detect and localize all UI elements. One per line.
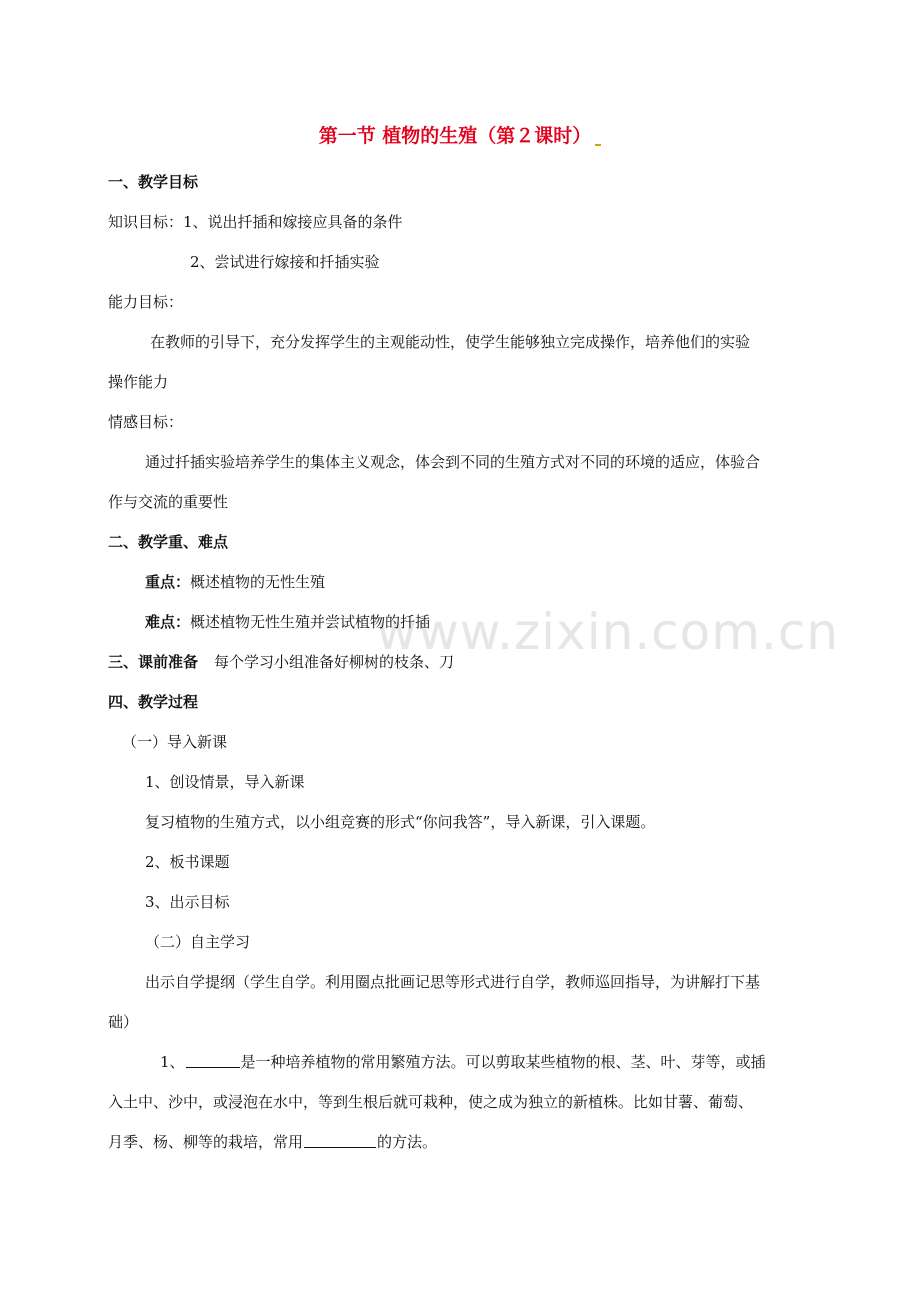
question-1-line-3-pre: 月季、杨、柳等的栽培，常用 [108, 1133, 304, 1151]
section3-heading: 三、课前准备 [108, 653, 199, 671]
knowledge-goal [108, 212, 403, 232]
answer-blank-2[interactable] [304, 1133, 376, 1148]
key-point-label: 重点： [145, 573, 191, 591]
difficult-point-label: 难点： [145, 613, 191, 631]
knowledge-label: 知识目标： [108, 213, 184, 231]
answer-blank-1[interactable] [186, 1053, 240, 1068]
emotion-text-line-1: 通过扦插实验培养学生的集体主义观念，体会到不同的生殖方式对不同的环境的适应，体验合 [145, 453, 761, 471]
ability-text-line-1: 在教师的引导下，充分发挥学生的主观能动性，使学生能够独立完成操作，培养他们的实验 [150, 333, 751, 351]
self-study-line-1: 出示自学提纲（学生自学。利用圈点批画记思等形式进行自学，教师巡回指导，为讲解打下基 [145, 973, 761, 991]
step-1-text: 复习植物的生殖方式，以小组竞赛的形式“你问我答”，导入新课，引入课题。 [145, 813, 656, 831]
difficult-point-text: 概述植物无性生殖并尝试植物的扦插 [190, 613, 431, 631]
difficult-point [145, 612, 430, 632]
key-point [145, 572, 325, 592]
subsection-intro: （一）导入新课 [122, 733, 228, 751]
knowledge-item-2: 2、尝试进行嫁接和扦插实验 [190, 253, 380, 271]
step-2: 2、板书课题 [145, 853, 230, 871]
subsection-self-study: （二）自主学习 [145, 933, 251, 951]
emotion-text-line-2: 作与交流的重要性 [108, 493, 229, 511]
page-title [0, 124, 920, 148]
section2-heading: 二、教学重、难点 [108, 533, 229, 551]
step-3: 3、出示目标 [145, 893, 230, 911]
self-study-line-2: 础） [108, 1013, 139, 1031]
section4-heading: 四、教学过程 [108, 693, 199, 711]
question-1-text: 是一种培养植物的常用繁殖方法。可以剪取某些植物的根、茎、叶、芽等，或插 [240, 1053, 766, 1071]
question-1-line-1 [160, 1052, 766, 1072]
section1-heading: 一、教学目标 [108, 173, 199, 191]
question-1-line-2: 入土中、沙中，或浸泡在水中，等到生根后就可栽种，使之成为独立的新植株。比如甘薯、葡萄、 [108, 1093, 754, 1111]
knowledge-item-1: 1、说出扦插和嫁接应具备的条件 [183, 213, 403, 231]
question-1-line-3 [108, 1132, 437, 1152]
emotion-label: 情感目标： [108, 413, 184, 431]
ability-text-line-2: 操作能力 [108, 373, 169, 391]
step-1: 1、创设情景，导入新课 [145, 773, 305, 791]
key-point-text: 概述植物的无性生殖 [190, 573, 326, 591]
question-1-line-3-post: 的方法。 [377, 1133, 438, 1151]
preparation-text: 每个学习小组准备好柳树的枝条、刀 [214, 653, 455, 671]
title-marker [595, 144, 601, 146]
ability-label: 能力目标： [108, 293, 184, 311]
watermark: www.zixin.com.cn [376, 603, 840, 661]
preparation [108, 652, 454, 672]
question-1-number: 1、 [160, 1053, 185, 1071]
page-title-text: 第一节 植物的生殖（第２课时） [318, 125, 592, 147]
